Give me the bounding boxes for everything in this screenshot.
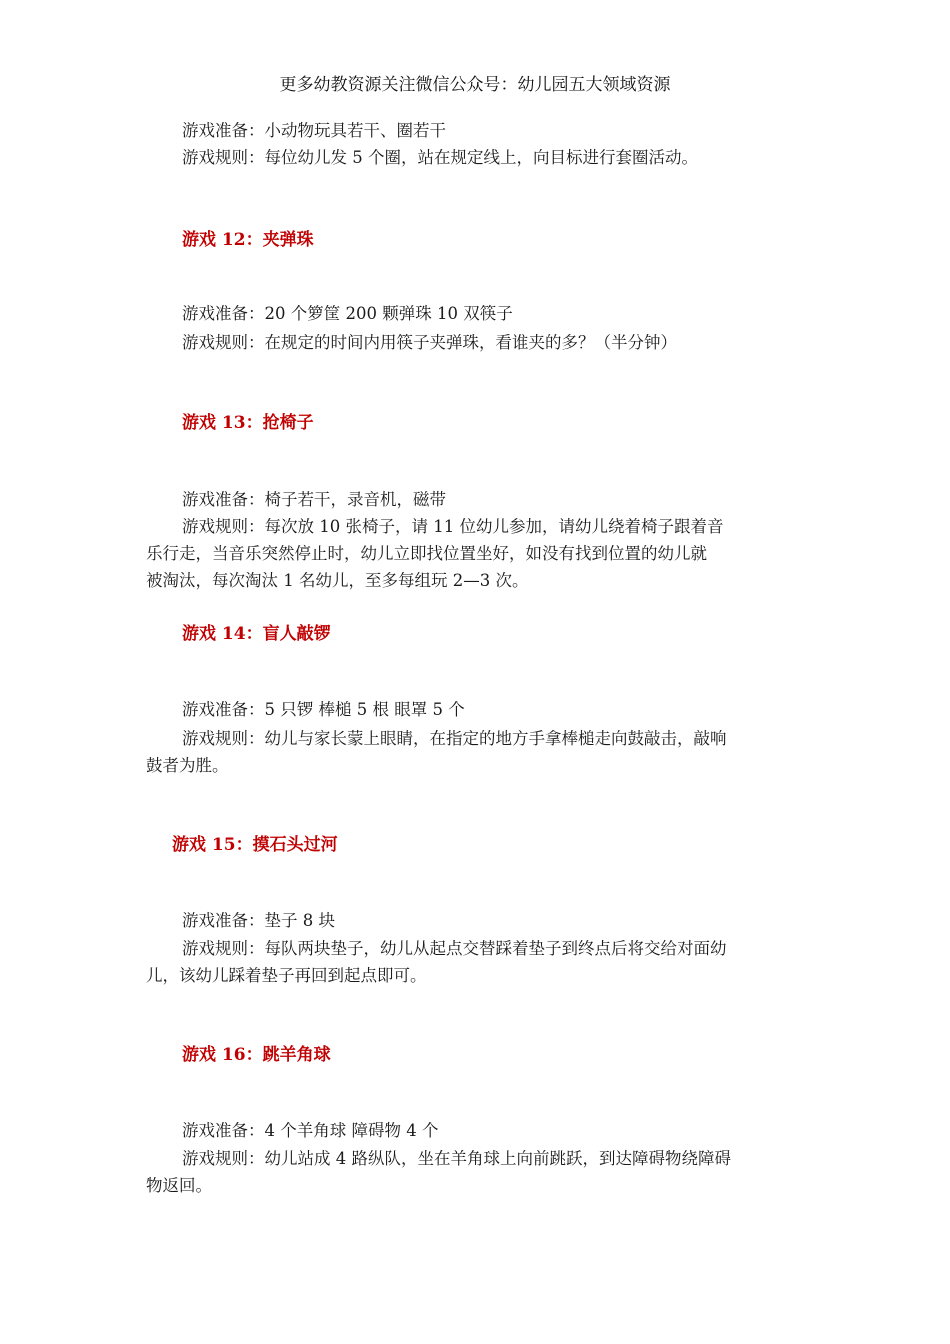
game-13-prep: 游戏准备：椅子若干，录音机，磁带 (182, 490, 446, 509)
game-16-rule-line: 物返回。 (146, 1176, 212, 1195)
game-15-rule-line: 游戏规则：每队两块垫子，幼儿从起点交替踩着垫子到终点后将交给对面幼 (182, 939, 727, 958)
game-16-title: 游戏 16：跳羊角球 (182, 1045, 331, 1065)
intro-rule: 游戏规则：每位幼儿发 5 个圈，站在规定线上，向目标进行套圈活动。 (182, 148, 698, 167)
game-13-rule-line: 游戏规则：每次放 10 张椅子，请 11 位幼儿参加，请幼儿绕着椅子跟着音 (182, 517, 724, 536)
game-13-rule-line: 乐行走，当音乐突然停止时，幼儿立即找位置坐好，如没有找到位置的幼儿就 (146, 544, 707, 563)
game-16-prep: 游戏准备：4 个羊角球 障碍物 4 个 (182, 1121, 439, 1140)
game-14-rule-line: 游戏规则：幼儿与家长蒙上眼睛，在指定的地方手拿棒槌走向鼓敲击，敲响 (182, 729, 727, 748)
game-14-prep: 游戏准备：5 只锣 棒槌 5 根 眼罩 5 个 (182, 700, 465, 719)
game-15-title: 游戏 15：摸石头过河 (172, 835, 338, 855)
page-header: 更多幼教资源关注微信公众号：幼儿园五大领域资源 (279, 75, 671, 95)
intro-prep: 游戏准备：小动物玩具若干、圈若干 (182, 121, 446, 140)
game-16-rule-line: 游戏规则：幼儿站成 4 路纵队，坐在羊角球上向前跳跃，到达障碍物绕障碍 (182, 1149, 731, 1168)
game-15-rule-line: 儿，该幼儿踩着垫子再回到起点即可。 (146, 966, 427, 985)
game-13-title: 游戏 13：抢椅子 (182, 413, 314, 433)
game-12-title: 游戏 12：夹弹珠 (182, 230, 314, 250)
game-15-prep: 游戏准备：垫子 8 块 (182, 911, 335, 930)
game-14-title: 游戏 14：盲人敲锣 (182, 624, 331, 644)
game-12-rule-line: 游戏规则：在规定的时间内用筷子夹弹珠，看谁夹的多？（半分钟） (182, 333, 677, 352)
game-13-rule-line: 被淘汰，每次淘汰 1 名幼儿，至多每组玩 2—3 次。 (146, 571, 529, 590)
game-14-rule-line: 鼓者为胜。 (146, 756, 229, 775)
game-12-prep: 游戏准备：20 个箩筐 200 颗弹珠 10 双筷子 (182, 304, 513, 323)
